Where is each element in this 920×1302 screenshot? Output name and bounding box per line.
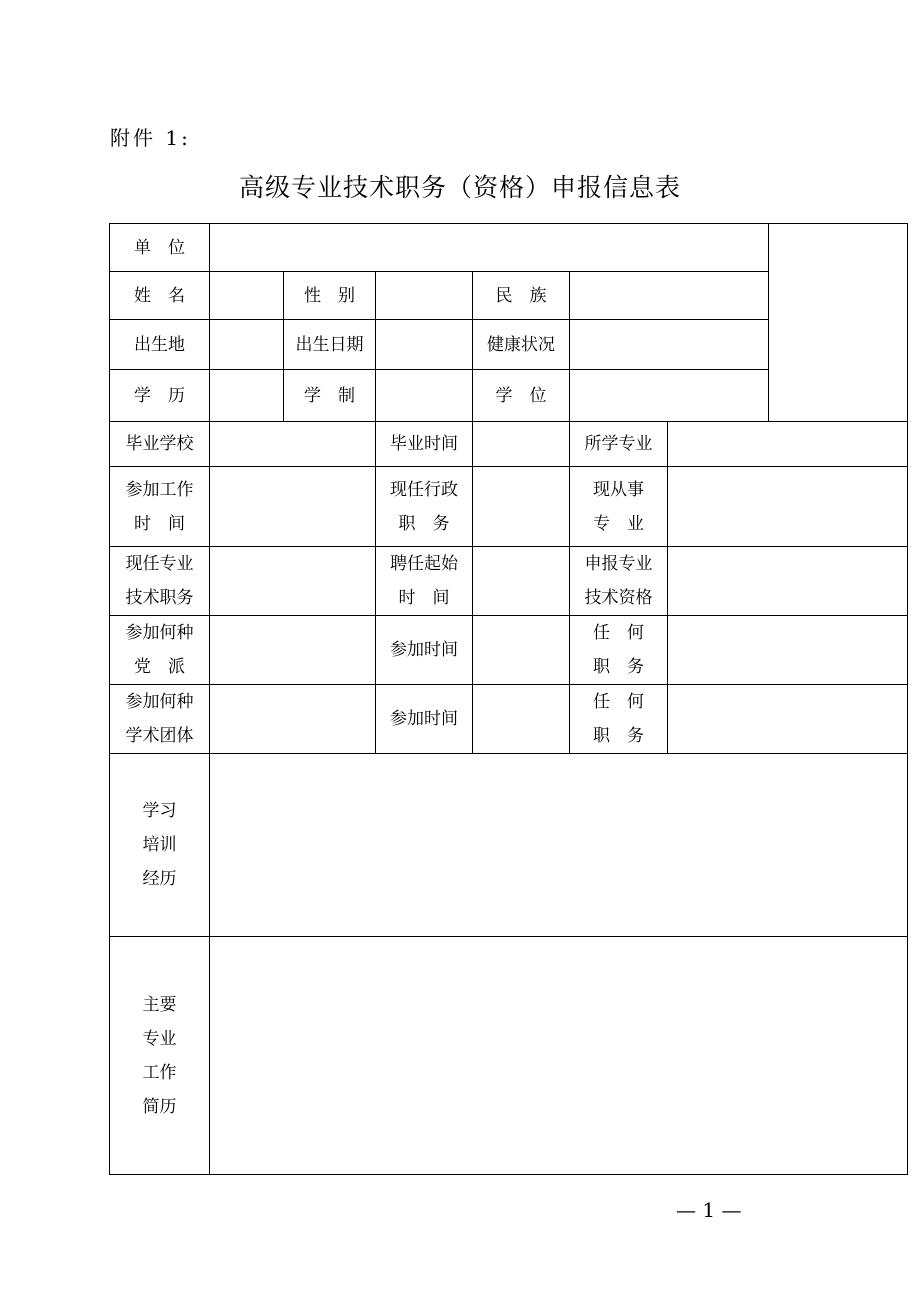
photo-box[interactable]	[769, 224, 908, 422]
row-unit	[110, 224, 908, 272]
label-career-line3: 工作	[142, 1062, 177, 1083]
label-career-line4: 简历	[142, 1096, 177, 1117]
form-title: 高级专业技术职务（资格）申报信息表	[238, 173, 681, 202]
label-party-line1: 参加何种	[125, 623, 194, 643]
label-society-role-line1: 任 何	[593, 692, 644, 712]
field-party[interactable]	[210, 616, 376, 685]
field-hire-start[interactable]	[473, 547, 570, 616]
field-society-role[interactable]	[668, 685, 908, 754]
label-society-role	[570, 685, 668, 754]
field-party-role[interactable]	[668, 616, 908, 685]
row-graduation	[110, 422, 908, 467]
field-unit[interactable]	[210, 224, 769, 272]
label-party-role	[570, 616, 668, 685]
field-apply-title[interactable]	[668, 547, 908, 616]
label-admin-post-line1: 现任行政	[390, 479, 458, 500]
label-party-join-time: 参加时间	[376, 616, 473, 685]
label-graduate-school: 毕业学校	[110, 422, 210, 467]
row-career	[110, 937, 908, 1175]
label-degree: 学 位	[473, 370, 570, 422]
label-party-role-line2: 职 务	[593, 657, 644, 677]
label-training-line3: 经历	[142, 869, 177, 889]
page-number: — 1 —	[676, 1198, 742, 1222]
label-apply-title-line2: 技术资格	[584, 588, 653, 608]
label-unit: 单 位	[110, 224, 210, 272]
label-party-line2: 党 派	[134, 657, 185, 677]
field-party-join-time[interactable]	[473, 616, 570, 685]
label-career-line1: 主要	[142, 994, 177, 1015]
row-work	[110, 467, 908, 547]
field-training[interactable]	[210, 754, 908, 937]
label-work-start-line1: 参加工作	[125, 479, 194, 500]
label-work-start	[110, 467, 210, 547]
field-education[interactable]	[210, 370, 284, 422]
field-society-join-time[interactable]	[473, 685, 570, 754]
field-degree[interactable]	[570, 370, 769, 422]
row-training	[110, 754, 908, 937]
field-current-field[interactable]	[668, 467, 908, 547]
field-career[interactable]	[210, 937, 908, 1175]
label-birthdate: 出生日期	[284, 320, 376, 370]
label-admin-post-line2: 职 务	[398, 513, 450, 534]
field-current-title[interactable]	[210, 547, 376, 616]
label-education: 学 历	[110, 370, 210, 422]
label-gender: 性 别	[284, 272, 376, 320]
field-birthplace[interactable]	[210, 320, 284, 370]
field-health[interactable]	[570, 320, 769, 370]
label-ethnicity: 民 族	[473, 272, 570, 320]
application-form-table	[109, 223, 908, 1175]
label-career-line2: 专业	[142, 1028, 177, 1049]
label-apply-title-line1: 申报专业	[584, 554, 653, 574]
label-society-join-time: 参加时间	[376, 685, 473, 754]
label-party-role-line1: 任 何	[593, 623, 644, 643]
label-society	[110, 685, 210, 754]
label-schooling: 学 制	[284, 370, 376, 422]
label-training	[110, 754, 210, 937]
label-society-line2: 学术团体	[125, 726, 194, 746]
attachment-label: 附件 1:	[110, 126, 191, 150]
row-title	[110, 547, 908, 616]
label-current-title	[110, 547, 210, 616]
label-major: 所学专业	[570, 422, 668, 467]
row-party	[110, 616, 908, 685]
label-society-line1: 参加何种	[125, 692, 194, 712]
field-society[interactable]	[210, 685, 376, 754]
field-graduate-school[interactable]	[210, 422, 376, 467]
label-training-line1: 学习	[142, 801, 177, 821]
label-career	[110, 937, 210, 1175]
label-current-title-line1: 现任专业	[125, 554, 194, 574]
field-major[interactable]	[668, 422, 908, 467]
label-birthplace: 出生地	[110, 320, 210, 370]
label-name: 姓 名	[110, 272, 210, 320]
label-current-field	[570, 467, 668, 547]
field-gender[interactable]	[376, 272, 473, 320]
label-hire-start	[376, 547, 473, 616]
label-work-start-line2: 时 间	[134, 513, 185, 534]
field-admin-post[interactable]	[473, 467, 570, 547]
label-graduate-time: 毕业时间	[376, 422, 473, 467]
label-party	[110, 616, 210, 685]
field-graduate-time[interactable]	[473, 422, 570, 467]
label-current-field-line1: 现从事	[593, 479, 644, 500]
row-society	[110, 685, 908, 754]
label-training-line2: 培训	[142, 835, 177, 855]
field-birthdate[interactable]	[376, 320, 473, 370]
field-ethnicity[interactable]	[570, 272, 769, 320]
label-health: 健康状况	[473, 320, 570, 370]
label-hire-start-line1: 聘任起始	[390, 554, 458, 574]
label-current-title-line2: 技术职务	[125, 588, 194, 608]
field-schooling[interactable]	[376, 370, 473, 422]
label-apply-title	[570, 547, 668, 616]
field-name[interactable]	[210, 272, 284, 320]
label-society-role-line2: 职 务	[593, 726, 644, 746]
label-current-field-line2: 专 业	[593, 513, 644, 534]
label-hire-start-line2: 时 间	[398, 588, 450, 608]
field-work-start[interactable]	[210, 467, 376, 547]
label-admin-post	[376, 467, 473, 547]
